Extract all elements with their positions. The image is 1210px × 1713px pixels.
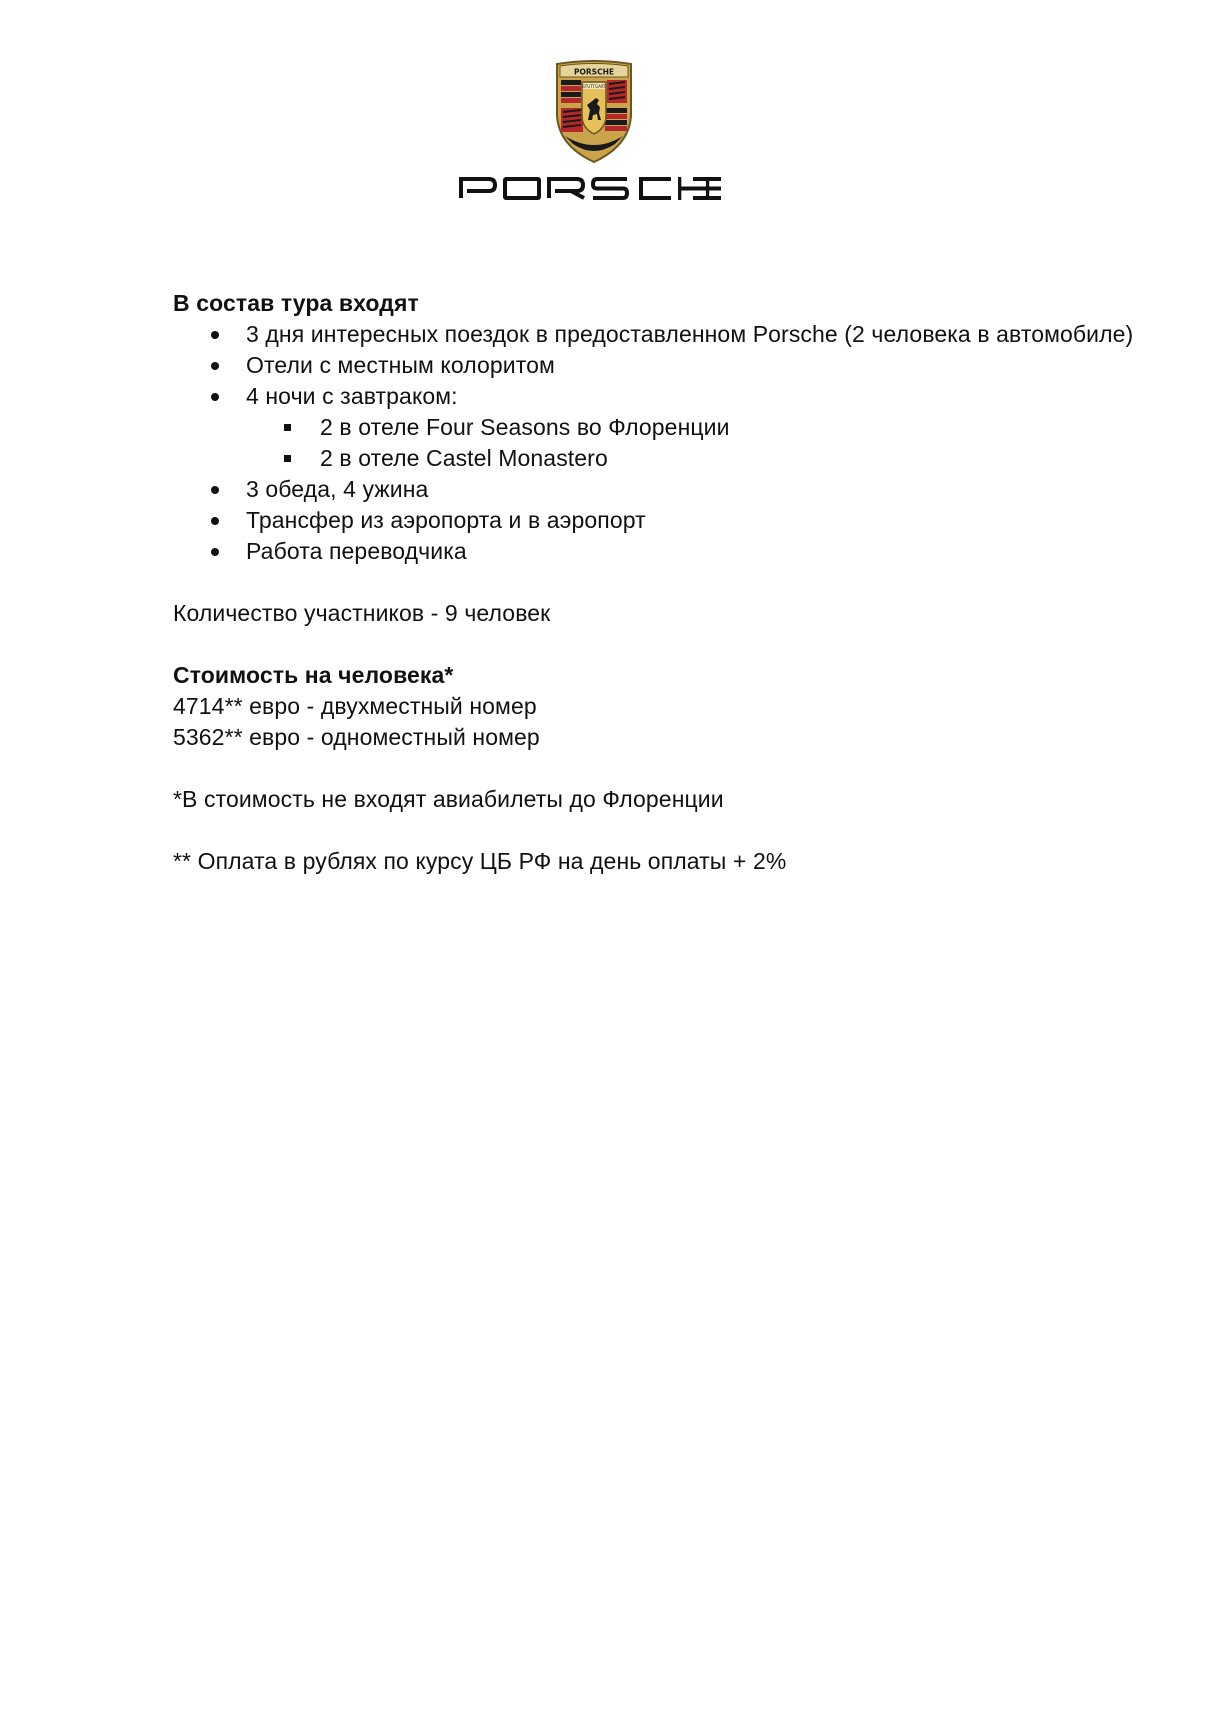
price-double-room: 4714** евро - двухместный номер xyxy=(173,693,537,719)
sublist-item-text: 2 в отеле Four Seasons во Флоренции xyxy=(320,414,730,440)
list-item xyxy=(173,319,1153,350)
svg-text:STUTTGART: STUTTGART xyxy=(582,84,606,89)
spacer xyxy=(173,753,1153,784)
bullet-icon xyxy=(211,548,219,556)
list-item-text: Трансфер из аэропорта и в аэропорт xyxy=(246,507,646,533)
tour-content xyxy=(173,288,1153,877)
svg-text:PORSCHE: PORSCHE xyxy=(574,67,614,77)
footnote-payment: ** Оплата в рублях по курсу ЦБ РФ на день оплаты + 2% xyxy=(173,848,787,874)
list-item-text: Работа переводчика xyxy=(246,538,467,564)
bullet-icon xyxy=(211,486,219,494)
porsche-wordmark-text xyxy=(0,58,1,59)
bullet-icon xyxy=(211,362,219,370)
footnote-airfare: *В стоимость не входят авиабилеты до Флоренции xyxy=(173,786,724,812)
bullet-icon xyxy=(211,331,219,339)
sublist-item xyxy=(173,412,1153,443)
list-item xyxy=(173,350,1153,381)
porsche-logo xyxy=(0,58,1210,208)
list-item xyxy=(173,505,1153,536)
price-single-room: 5362** евро - одноместный номер xyxy=(173,724,540,750)
list-item-text: 3 обеда, 4 ужина xyxy=(246,476,429,502)
porsche-wordmark xyxy=(459,176,723,200)
price-heading: Стоимость на человека* xyxy=(173,662,454,688)
tour-inclusions-list xyxy=(173,319,1153,412)
tour-inclusions-list-continued xyxy=(173,474,1153,567)
sublist-item-text: 2 в отеле Castel Monastero xyxy=(320,445,608,471)
tour-heading: В состав тура входят xyxy=(173,290,419,316)
list-item-text: Отели с местным колоритом xyxy=(246,352,555,378)
bullet-icon xyxy=(211,517,219,525)
list-item xyxy=(173,474,1153,505)
list-item-text: 4 ночи с завтраком: xyxy=(246,383,458,409)
spacer xyxy=(173,567,1153,598)
sublist-item xyxy=(173,443,1153,474)
square-bullet-icon xyxy=(284,424,291,431)
spacer xyxy=(173,629,1153,660)
porsche-crest-icon xyxy=(553,58,635,164)
participants-count: Количество участников - 9 человек xyxy=(173,600,551,626)
list-item xyxy=(173,536,1153,567)
spacer xyxy=(173,815,1153,846)
square-bullet-icon xyxy=(284,455,291,462)
hotel-nights-sublist xyxy=(173,412,1153,474)
bullet-icon xyxy=(211,393,219,401)
list-item xyxy=(173,381,1153,412)
list-item-text: 3 дня интересных поездок в предоставленном Porsche (2 человека в автомобиле) xyxy=(246,321,1134,347)
